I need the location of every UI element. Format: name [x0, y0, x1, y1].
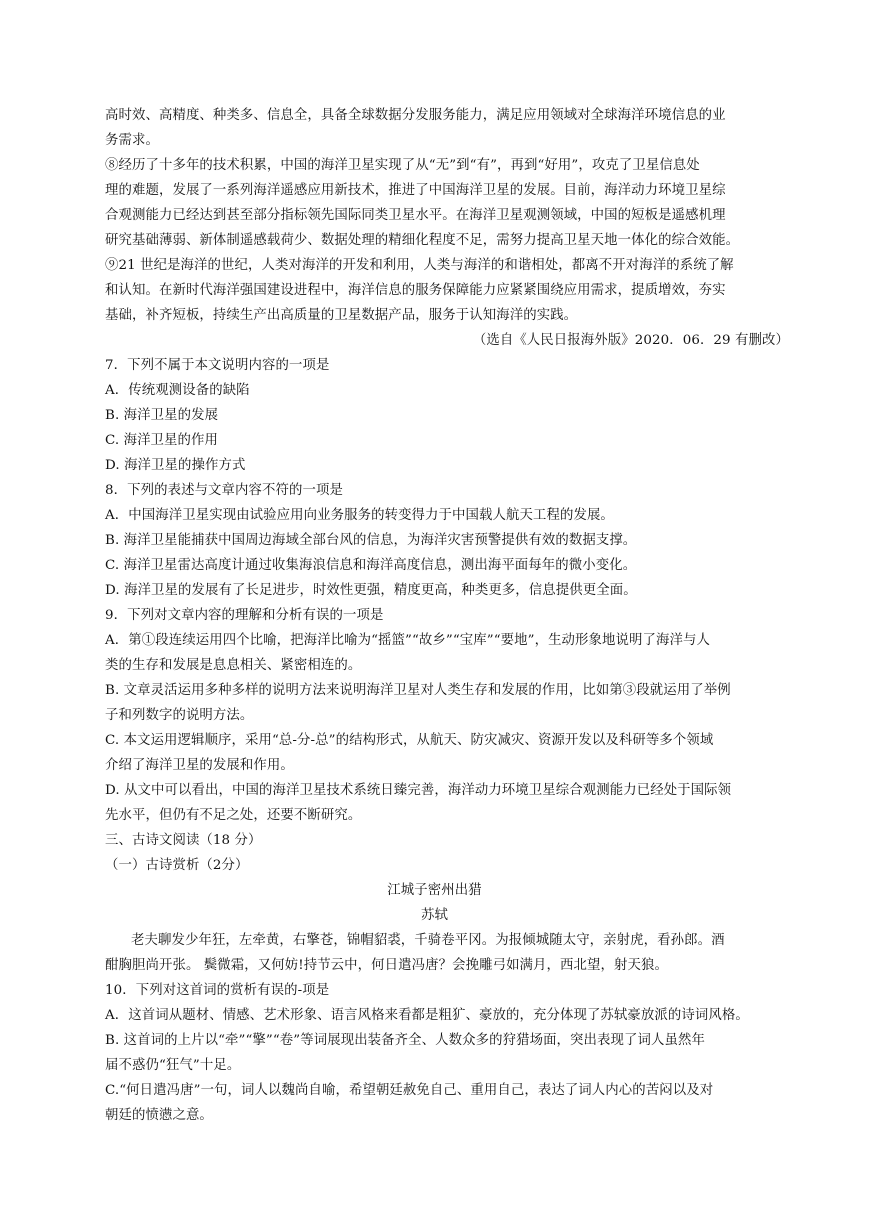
question-8-option-d: D. 海洋卫星的发展有了长足进步，时效性更强，精度更高，种类更多，信息提供更全面。 [105, 583, 637, 598]
question-7-option-b: B. 海洋卫星的发展 [105, 408, 219, 423]
question-9-line: B. 文章灵活运用多种多样的说明方法来说明海洋卫星对人类生存和发展的作用，比如第③段就运用了举例 [105, 683, 731, 698]
question-9-line: A．第①段连续运用四个比喻，把海洋比喻为“摇篮”“故乡”“宝库”“要地”，生动形象地说明了海洋与人 [105, 633, 710, 648]
question-7-option-a: A．传统观测设备的缺陷 [105, 383, 250, 398]
question-8-stem: 8．下列的表述与文章内容不符的一项是 [105, 483, 343, 498]
question-8-option-a: A．中国海洋卫星实现由试验应用向业务服务的转变得力于中国载人航天工程的发展。 [105, 508, 614, 523]
passage-line: 高时效、高精度、种类多、信息全，具备全球数据分发服务能力，满足应用领域对全球海洋环境信息的业 [105, 108, 726, 123]
question-9-line: 介绍了海洋卫星的发展和作用。 [105, 758, 294, 773]
passage-line: 和认知。在新时代海洋强国建设进程中，海洋信息的服务保障能力应紧紧围绕应用需求，提质增效，夯实 [105, 283, 726, 298]
question-7-stem: 7．下列不属于本文说明内容的一项是 [105, 358, 330, 373]
question-9-line: 子和列数字的说明方法。 [105, 708, 254, 723]
passage-line: 合观测能力已经达到甚至部分指标领先国际同类卫星水平。在海洋卫星观测领域，中国的短板是遥感机理 [105, 208, 726, 223]
passage-line: 研究基础薄弱、新体制遥感载荷少、数据处理的精细化程度不足，需努力提高卫星天地一体化的综合效能。 [105, 233, 740, 248]
question-10-line: A．这首词从题材、情感、艺术形象、语言风格来看都是粗犷、豪放的，充分体现了苏轼豪放派的诗词风格。 [105, 1008, 749, 1023]
question-10-stem: 10．下列对这首词的赏析有误的-项是 [105, 983, 330, 998]
question-10-line: C.“何日遣冯唐”一句，词人以魏尚自喻，希望朝廷赦免自己、重用自己，表达了词人内心的苦闷以及对 [105, 1083, 714, 1098]
section-3-subheading: （一）古诗赏析（2分） [105, 858, 249, 873]
question-9-line: 类的生存和发展是息息相关、紧密相连的。 [105, 658, 362, 673]
question-9-line: 先水平，但仍有不足之处，还要不断研究。 [105, 808, 362, 823]
question-9-line: D. 从文中可以看出，中国的海洋卫星技术系统日臻完善，海洋动力环境卫星综合观测能力已经处于国际领 [105, 783, 732, 798]
passage-line: 基础，补齐短板，持续生产出高质量的卫星数据产品，服务于认知海洋的实践。 [105, 308, 578, 323]
question-7-option-d: D. 海洋卫星的操作方式 [105, 458, 246, 473]
poem-title: 江城子密州出猎 [387, 883, 482, 898]
question-8-option-b: B. 海洋卫星能捕获中国周边海域全部台风的信息，为海洋灾害预警提供有效的数据支撑。 [105, 533, 637, 548]
passage-source: （选自《人民日报海外版》2020．06．29 有删改） [472, 333, 789, 348]
question-10-line: 届不惑仍“狂气”十足。 [105, 1058, 241, 1073]
poem-line: 老夫聊发少年狂，左牵黄，右擎苍，锦帽貂裘，千骑卷平冈。为报倾城随太守，亲射虎，看孙郎。酒 [131, 933, 725, 948]
passage-line: 理的难题，发展了一系列海洋遥感应用新技术，推进了中国海洋卫星的发展。目前，海洋动力环境卫星综 [105, 183, 726, 198]
poem-author: 苏轼 [421, 908, 448, 923]
passage-line: ⑨21 世纪是海洋的世纪，人类对海洋的开发和利用，人类与海洋的和谐相处，都离不开对海洋的系统了解 [105, 258, 734, 273]
question-9-stem: 9．下列对文章内容的理解和分析有误的一项是 [105, 608, 384, 623]
question-10-line: 朝廷的愤懑之意。 [105, 1108, 213, 1123]
passage-line: 务需求。 [105, 133, 159, 148]
question-7-option-c: C. 海洋卫星的作用 [105, 433, 219, 448]
section-3-heading: 三、古诗文阅读（18 分） [105, 833, 262, 848]
question-9-line: C. 本文运用逻辑顺序，采用“总-分-总”的结构形式，从航天、防灾减灾、资源开发以及科研等多个领域 [105, 733, 714, 748]
passage-line: ⑧经历了十多年的技术积累，中国的海洋卫星实现了从“无”到“有”，再到“好用”，攻克了卫星信息处 [105, 158, 700, 173]
question-10-line: B. 这首词的上片以“牵”“擎”“卷”等词展现出装备齐全、人数众多的狩猎场面，突出表现了词人虽然年 [105, 1033, 705, 1048]
question-8-option-c: C. 海洋卫星雷达高度计通过收集海浪信息和海洋高度信息，测出海平面每年的微小变化。 [105, 558, 637, 573]
poem-line: 酣胸胆尚开张。 鬓微霜，又何妨!持节云中，何日遣冯唐？会挽雕弓如满月，西北望，射天狼。 [105, 958, 668, 973]
